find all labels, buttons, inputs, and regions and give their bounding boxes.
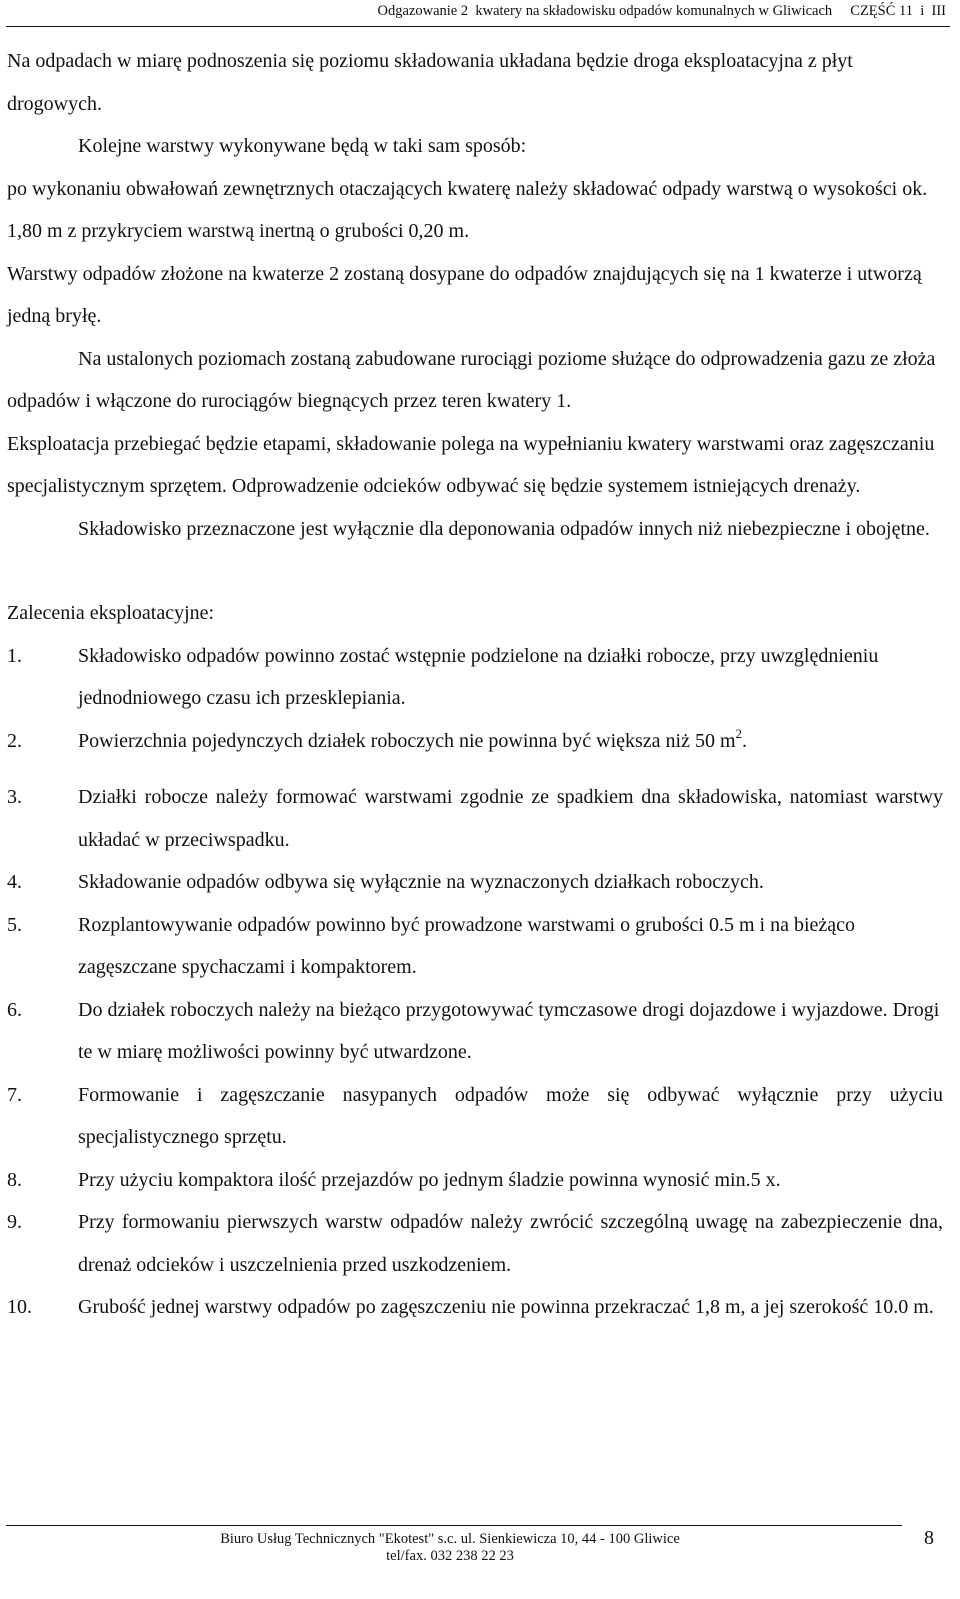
paragraph-pipelines: Na ustalonych poziomach zostaną zabudowane rurociągi poziome służące do odprowadzenia gazu ze złoża odpadów i włączone do rurociągów biegnących przez teren kwatery 1. (7, 347, 936, 412)
paragraph-waste-layers: Warstwy odpadów złożone na kwaterze 2 zostaną dosypane do odpadów znajdujących się na 1 kwaterze i utworzą jedną bryłę. (7, 262, 922, 327)
list-item-text: Grubość jednej warstwy odpadów po zagęszczeniu nie powinna przekraczać 1,8 m, a jej szerokość 10.0 m. (78, 1296, 934, 1318)
superscript: 2 (735, 725, 743, 741)
list-item-text: Przy użyciu kompaktora ilość przejazdów po jednym śladzie powinna wynosić min.5 x. (78, 1168, 781, 1191)
list-item-tail: . (742, 729, 748, 752)
list-item-text: Do działek roboczych należy na bieżąco przygotowywać tymczasowe drogi dojazdowe i wyjazdowe. Drogi te w miarę możliwości powinny być utwardzone. (78, 998, 940, 1063)
list-item-text: Formowanie i zagęszczanie nasypanych odpadów może się odbywać wyłącznie przy użyciu specjalistycznego sprzętu. (78, 1083, 943, 1148)
list-item (7, 989, 943, 1074)
list-item-number: 1. (7, 644, 22, 667)
page-number: 8 (924, 1527, 934, 1549)
footer (160, 1531, 740, 1565)
list-item-number: 5. (7, 913, 22, 936)
list-item-number: 10. (7, 1296, 32, 1318)
recommendations-list (7, 635, 943, 1329)
list-item-number: 9. (7, 1211, 22, 1233)
list-item-number: 8. (7, 1168, 22, 1191)
list-item-number: 7. (7, 1083, 22, 1106)
paragraph-road: Na odpadach w miarę podnoszenia się poziomu składowania układana będzie droga eksploatacyjna z płyt drogowych. (7, 50, 853, 115)
running-header: Odgazowanie 2 kwatery na składowisku odpadów komunalnych w Gliwicach CZĘŚĆ 11 i III (377, 3, 946, 19)
list-item-text: Składowanie odpadów odbywa się wyłącznie na wyznaczonych działkach roboczych. (78, 871, 764, 893)
recommendations-heading: Zalecenia eksploatacyjne: (7, 602, 215, 624)
list-item-number: 6. (7, 998, 22, 1021)
paragraph-landfill-purpose: Składowisko przeznaczone jest wyłącznie dla deponowania odpadów innych niż niebezpieczne i obojętne. (78, 517, 930, 540)
list-item-text: Powierzchnia pojedynczych działek roboczych nie powinna być większa niż 50 m (78, 729, 736, 752)
footer-address: Biuro Usług Technicznych "Ekotest" s.c. ul. Sienkiewicza 10, 44 - 100 Gliwice (220, 1531, 680, 1547)
list-item (7, 1074, 943, 1159)
paragraph-embankment: po wykonaniu obwałowań zewnętrznych otaczających kwaterę należy składować odpady warstwą o wysokości ok. 1,80 m z przykryciem warstwą inertną o grubości 0,20 m. (7, 177, 928, 242)
paragraph-operation: Eksploatacja przebiegać będzie etapami, składowanie polega na wypełnianiu kwatery warstwami oraz zagęszczaniu specjalistycznym sprzętem. Odprowadzenie odcieków odbywać się będzie systemem istniejących drenaży. (7, 432, 935, 497)
document-body (7, 40, 943, 1329)
list-item (7, 720, 943, 763)
list-item-text: Rozplantowywanie odpadów powinno być prowadzone warstwami o grubości 0.5 m i na bieżąco zagęszczane spychaczami i kompaktorem. (78, 913, 856, 978)
list-item (7, 635, 943, 720)
list-item-text: Składowisko odpadów powinno zostać wstępnie podzielone na działki robocze, przy uwzględnieniu jednodniowego czasu ich przesklepiania. (78, 644, 879, 709)
list-item-text: Działki robocze należy formować warstwami zgodnie ze spadkiem dna składowiska, natomiast warstwy układać w przeciwspadku. (78, 786, 943, 851)
list-item-number: 4. (7, 871, 22, 893)
list-item-number: 3. (7, 786, 22, 808)
list-item-number: 2. (7, 729, 22, 752)
list-item (7, 1286, 943, 1329)
list-item (7, 861, 943, 904)
list-item (7, 1159, 943, 1202)
list-item (7, 776, 943, 861)
paragraph-layers-intro: Kolejne warstwy wykonywane będą w taki sam sposób: (78, 135, 527, 157)
list-item (7, 904, 943, 989)
header-rule (6, 26, 950, 27)
list-item-text: Przy formowaniu pierwszych warstw odpadów należy zwrócić szczególną uwagę na zabezpieczenie dna, drenaż odcieków i uszczelnienia przed uszkodzeniem. (78, 1211, 943, 1276)
footer-rule (6, 1525, 902, 1526)
footer-phone: tel/fax. 032 238 22 23 (386, 1548, 514, 1564)
list-item (7, 1201, 943, 1286)
